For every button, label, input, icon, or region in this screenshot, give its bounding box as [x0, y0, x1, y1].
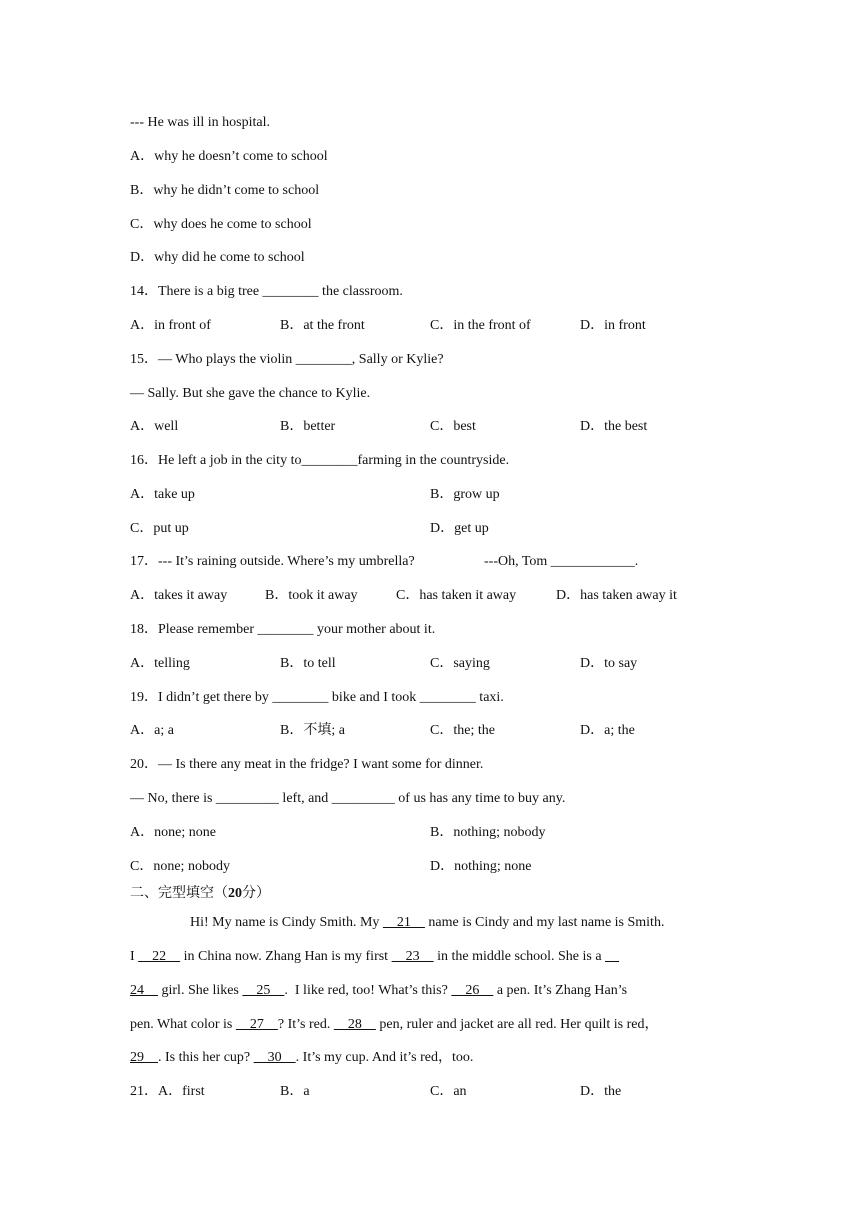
q20-stem: 20．— Is there any meat in the fridge? I want some for dinner. — [130, 757, 484, 772]
passage-text: pen. What color is — [130, 1017, 236, 1032]
passage-text: a pen. It’s Zhang Han’s — [493, 983, 628, 998]
passage-text: . It’s my cup. And it’s red，too. — [295, 1050, 474, 1065]
q16-option-c: C．put up — [130, 521, 189, 536]
passage-text: in China now. Zhang Han is my first — [180, 949, 392, 964]
q18-option-d: D．to say — [580, 656, 638, 671]
q20-option-a: A．none; none — [130, 825, 216, 840]
q16-option-a: A．take up — [130, 487, 195, 502]
q17-option-d: D．has taken away it — [556, 588, 677, 603]
q15-stem: 15．— Who plays the violin ________, Sally or Kylie? — [130, 352, 444, 367]
blank-27: 27 — [235, 1017, 278, 1032]
blank-26: 26 — [451, 983, 494, 998]
section-2-heading — [130, 884, 270, 903]
q18-option-a: A．telling — [130, 656, 190, 671]
passage-line-4 — [130, 1016, 658, 1034]
q17-option-c: C．has taken it away — [396, 588, 517, 603]
passage-text: I — [130, 949, 139, 964]
q19-stem: 19．I didn’t get there by ________ bike and I took ________ taxi. — [130, 690, 504, 705]
q20-option-d: D．nothing; none — [430, 859, 532, 874]
q16-stem: 16．He left a job in the city to________farming in the countryside. — [130, 453, 510, 468]
q13-option-c: C．why does he come to school — [130, 217, 312, 232]
section-2-points: 20 — [228, 886, 242, 901]
q18-option-c: C．saying — [430, 656, 490, 671]
passage-line-5 — [130, 1049, 473, 1067]
blank-25: 25 — [242, 983, 285, 998]
q16-option-d: D．get up — [430, 521, 489, 536]
q20-reply: — No, there is _________ left, and _________ of us has any time to buy any. — [130, 791, 566, 806]
q15-option-d: D．the best — [580, 419, 648, 434]
section-2-title: 二、完型填空（ — [130, 885, 228, 901]
q20-option-c: C．none; nobody — [130, 859, 230, 874]
q18-stem: 18．Please remember ________ your mother about it. — [130, 622, 436, 637]
q14-option-d: D．in front — [580, 318, 646, 333]
passage-text: ? It’s red. — [277, 1017, 334, 1032]
q20-option-b: B．nothing; nobody — [430, 825, 546, 840]
q14-option-c: C．in the front of — [430, 318, 531, 333]
passage-text: Hi! My name is Cindy Smith. My — [190, 915, 383, 930]
passage-text: . Is this her cup? — [158, 1050, 254, 1065]
q14-option-b: B．at the front — [280, 318, 365, 333]
q16-option-b: B．grow up — [430, 487, 500, 502]
q21-option-b: B．a — [280, 1084, 310, 1099]
passage-line-1 — [190, 914, 664, 932]
q14-option-a: A．in front of — [130, 318, 211, 333]
q17-stem: 17．--- It’s raining outside. Where’s my umbrella? — [130, 554, 415, 569]
q19-option-a: A．a; a — [130, 723, 174, 738]
blank-29: 29 — [130, 1050, 158, 1065]
q15-option-b: B．better — [280, 419, 336, 434]
passage-text: in the middle school. She is a — [433, 949, 606, 964]
passage-line-2 — [130, 948, 619, 966]
q18-option-b: B．to tell — [280, 656, 336, 671]
blank-23: 23 — [391, 949, 434, 964]
q15-option-a: A．well — [130, 419, 179, 434]
passage-text: pen, ruler and jacket are all red. Her quilt is red， — [375, 1017, 659, 1032]
q13-option-d: D．why did he come to school — [130, 250, 305, 265]
q17-option-a: A．takes it away — [130, 588, 228, 603]
q13-option-b: B．why he didn’t come to school — [130, 183, 320, 198]
q19-option-b: B．不填; a — [280, 723, 345, 738]
q15-reply: — Sally. But she gave the chance to Kylie. — [130, 386, 371, 401]
passage-text: . I like red, too! What’s this? — [284, 983, 452, 998]
q13-option-a: A．why he doesn’t come to school — [130, 149, 328, 164]
q17-option-b: B．took it away — [265, 588, 358, 603]
q21-option-a: 21．A．first — [130, 1084, 205, 1099]
passage-line-3 — [130, 982, 627, 1000]
q19-option-d: D．a; the — [580, 723, 635, 738]
q17-stem-reply: ---Oh, Tom ____________. — [484, 554, 639, 569]
passage-text: girl. She likes — [158, 983, 243, 998]
blank-22: 22 — [138, 949, 181, 964]
q13-answer-line: --- He was ill in hospital. — [130, 115, 270, 130]
section-2-title-end: 分） — [242, 885, 270, 901]
q15-option-c: C．best — [430, 419, 476, 434]
blank-21: 21 — [382, 915, 425, 930]
blank-30: 30 — [253, 1050, 296, 1065]
q14-stem: 14．There is a big tree ________ the classroom. — [130, 284, 403, 299]
q21-option-c: C．an — [430, 1084, 467, 1099]
blank-24: 24 — [130, 983, 158, 998]
blank-28: 28 — [333, 1017, 376, 1032]
q21-option-d: D．the — [580, 1084, 622, 1099]
passage-text: name is Cindy and my last name is Smith. — [424, 915, 665, 930]
q19-option-c: C．the; the — [430, 723, 495, 738]
blank-24-start — [605, 949, 619, 964]
